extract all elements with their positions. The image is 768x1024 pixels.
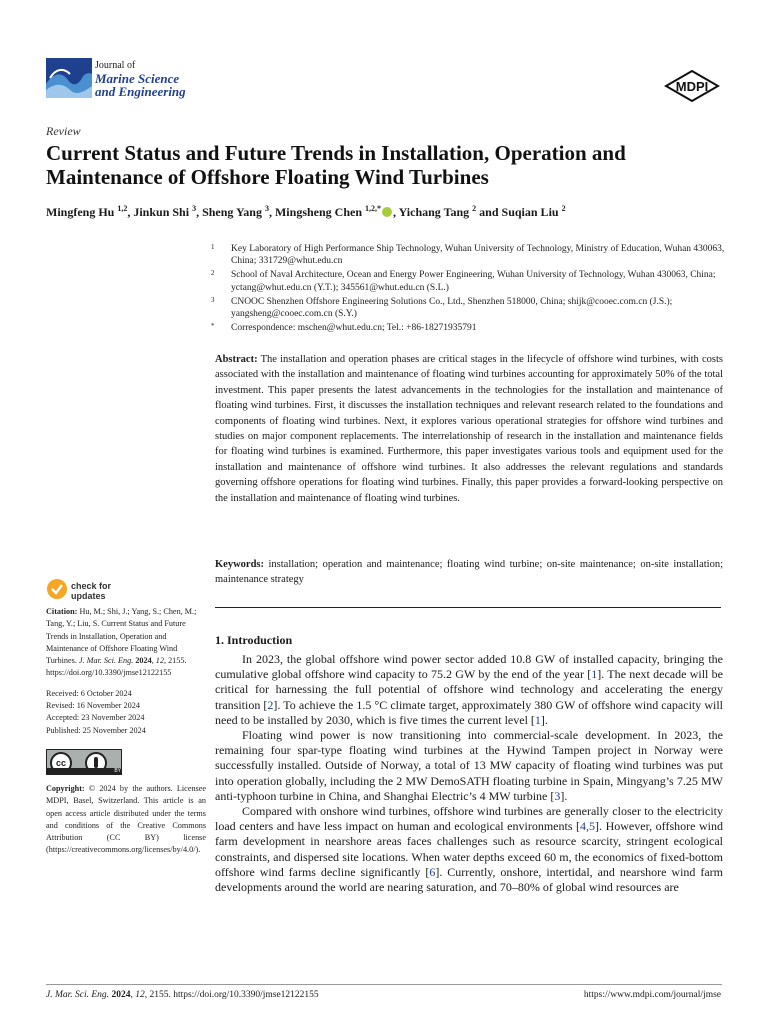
copyright-text: © 2024 by the authors. Licensee MDPI, Basel, Switzerland. This article is an open access article distributed under the terms and conditions of the Creative Commons Attribution (CC BY) license (https://creativecommons.org/licenses/by/4.0/). — [46, 783, 206, 855]
author-affiliation-marker: 2 — [472, 204, 477, 213]
author-separator: , — [268, 205, 275, 219]
citation-volume: 12 — [155, 656, 164, 666]
affiliation-number: 3 — [211, 295, 215, 304]
date-revised: Revised: 16 November 2024 — [46, 701, 140, 711]
affiliations — [211, 243, 731, 336]
check-updates-icon — [46, 578, 68, 600]
by-label: BY — [47, 768, 121, 774]
journal-name-line1: Journal of — [95, 60, 136, 71]
reference-link[interactable]: 2 — [267, 697, 274, 712]
reference-link[interactable]: 3 — [554, 788, 561, 803]
date-received: Received: 6 October 2024 — [46, 688, 132, 698]
footer-doi[interactable]: , 2155. https://doi.org/10.3390/jmse12122155 — [144, 990, 319, 1000]
author-name: Mingfeng Hu — [46, 205, 118, 219]
author-affiliation-marker: 1,2 — [117, 204, 128, 213]
affiliation-number: 2 — [211, 269, 215, 278]
citation-text: Hu, M.; Shi, J.; Yang, S.; Chen, M.; Tang, Y.; Liu, S. Current Status and Future Trends in Installation, Operation and Maintenance of Offshore Floating Wind Turbines. — [46, 607, 197, 666]
article-title: Current Status and Future Trends in Installation, Operation and Maintenance of Offshore Floating Wind Turbines — [46, 141, 626, 189]
abstract-text: The installation and operation phases are critical stages in the lifecycle of offshore wind turbines, with costs associated with the installation and maintenance of floating wind turbines accounting for approximately 50% of the total investment. This paper presents the latest advancements in the technologies for the installation and maintenance of floating wind turbines. First, it discusses the installation techniques and relevant research related to the foundations and components of floating wind turbines. Next, it explores various operational strategies for offshore wind turbines and studies on major component replacements. The interrelationship of research in the installation and maintenance fields for floating wind turbines is examined. Furthermore, this paper investigates various tools and equipment used for the installation and maintenance of offshore wind turbines. It also addresses the relevant regulations and standards governing offshore operations for floating wind turbines. Finally, this paper provides a forward-looking perspective on the installation and maintenance of floating wind turbines. — [215, 354, 723, 504]
body-text-run: ]. — [540, 712, 548, 727]
author-separator: , — [196, 205, 203, 219]
author-separator: , — [127, 205, 134, 219]
footer-citation: J. Mar. Sci. Eng. 2024, 12, 2155. https://doi.org/10.3390/jmse12122155 — [46, 990, 319, 1000]
date-published: Published: 25 November 2024 — [46, 725, 146, 735]
affiliation-item — [211, 243, 731, 268]
reference-link[interactable]: 1 — [534, 712, 541, 727]
keywords-text: installation; operation and maintenance; floating wind turbine; on-site maintenance; on-site installation; maintenance strategy — [215, 559, 723, 586]
body-text-run: ]. However, offshore wind farm development in nearshore areas faces challenges such as resource scarcity, stringent ecological constraints, and dispersed site locations. When water depths exceed 60 m, the economics of fixed-bottom offshore wind farms decline significantly [ — [215, 819, 723, 879]
reference-link[interactable]: 1 — [591, 667, 598, 682]
citation-label: Citation: — [46, 607, 78, 616]
body-text-run: ]. — [560, 788, 568, 803]
orcid-icon[interactable] — [382, 207, 392, 217]
body-paragraph — [215, 804, 723, 895]
footer-year: 2024 — [111, 990, 131, 1000]
journal-name — [95, 60, 186, 98]
body-text-run: Floating wind power is now transitioning into commercial-scale development. In 2023, the remaining four spar-type floating wind turbines at the Hywind Tampen project in Norway were successfully installed. Outside of Norway, a total of 13 MW capacity of floating wind turbines was put into operation globally, including the 2 MW DemoSATH floating turbine in Spain, Mingyang’s 7.25 MW anti-typhoon turbine in China, and Shanghai Electric’s 4 MW turbine [ — [215, 728, 723, 803]
copyright-label: Copyright: — [46, 783, 85, 793]
affiliation-number: 1 — [211, 243, 215, 251]
article-sidebar — [46, 606, 206, 857]
author-list — [46, 204, 736, 220]
affiliation-item — [211, 296, 731, 321]
keywords-label: Keywords: — [215, 559, 264, 570]
date-accepted: Accepted: 23 November 2024 — [46, 713, 145, 723]
section-divider — [215, 607, 721, 608]
body-text — [215, 652, 723, 895]
journal-name-line3: and Engineering — [95, 84, 186, 99]
author-affiliation-marker: 3 — [264, 204, 269, 213]
affiliation-text: CNOOC Shenzhen Offshore Engineering Solutions Co., Ltd., Shenzhen 518000, China; shijk@cooec.com.cn (J.S.); yangsheng@cooec.com.cn (S.Y.) — [231, 296, 673, 320]
author-name: Mingsheng Chen — [274, 205, 366, 219]
body-text-run: In 2023, the global offshore wind power sector added 10.8 GW of installed capacity, bringing the cumulative global offshore wind capacity to 75.2 GW by the end of the year [ — [215, 652, 723, 682]
abstract-label: Abstract: — [215, 354, 258, 365]
affiliation-item — [211, 322, 731, 334]
author-separator: , — [393, 205, 399, 219]
keywords — [215, 557, 723, 588]
author-name: Jinkun Shi — [133, 205, 193, 219]
author-affiliation-marker: 2 — [561, 204, 566, 213]
publication-dates — [46, 688, 206, 737]
author-affiliation-marker: 1,2,* — [365, 204, 382, 213]
body-paragraph — [215, 728, 723, 804]
footer-journal-url[interactable]: https://www.mdpi.com/journal/jmse — [583, 990, 721, 1000]
citation-journal: J. Mar. Sci. Eng. — [78, 656, 134, 666]
footer-volume: 12 — [135, 990, 145, 1000]
body-paragraph — [215, 652, 723, 728]
body-text-run: ]. The next decade will be critical for harnessing the full potential of offshore wind technology and accelerating the energy transition [ — [215, 667, 723, 712]
footer-divider — [46, 984, 722, 985]
journal-name-line2: Marine Science — [95, 71, 180, 86]
check-for-updates-button[interactable] — [46, 578, 156, 604]
check-updates-line1: check for — [71, 581, 112, 591]
section-heading: 1. Introduction — [215, 633, 293, 647]
footer-journal: J. Mar. Sci. Eng. — [46, 990, 110, 1000]
reference-link[interactable]: 6 — [429, 864, 436, 879]
reference-link[interactable]: 4,5 — [580, 819, 596, 834]
body-text-run: ]. To achieve the 1.5 °C climate target, approximately 380 GW of offshore wind capacity will need to be installed by 2030, which is five times the current level [ — [215, 697, 724, 727]
citation: Citation: Hu, M.; Shi, J.; Yang, S.; Chen, M.; Tang, Y.; Liu, S. Current Status and Future Trends in Installation, Operation and Maintenance of Offshore Floating Wind Turbines. J. Mar. Sci. Eng. 2024, 12, 2155. https://doi.org/10.3390/jmse12122155 — [46, 607, 197, 678]
author-name: Yichang Tang — [398, 205, 473, 219]
body-text-run: Compared with onshore wind turbines, offshore wind turbines are generally closer to the electricity load centers and have less impact on human and ecological environments [ — [215, 804, 723, 834]
body-text-run: ]. Currently, onshore, intertidal, and nearshore wind farm developments around the world are nearing saturation, and 70–80% of global wind resources are — [215, 864, 723, 895]
journal-logo-icon — [46, 58, 92, 98]
publisher-logo-text: MDPI — [675, 79, 709, 94]
cc-icon: cc — [50, 752, 72, 774]
affiliation-text: Correspondence: mschen@whut.edu.cn; Tel.: +86-18271935791 — [231, 323, 477, 334]
citation-year: 2024 — [135, 656, 152, 666]
cc-by-license-badge[interactable] — [46, 749, 122, 775]
author-separator: and — [476, 205, 502, 219]
affiliation-text: Key Laboratory of High Performance Ship Technology, Wuhan University of Technology, Ministry of Education, Wuhan 430063, China; 331729@whut.edu.cn — [231, 244, 725, 267]
affiliation-text: School of Naval Architecture, Ocean and Energy Power Engineering, Wuhan University of Technology, Wuhan 430063, China; yctang@whut.edu.cn (Y.T.); 345561@whut.edu.cn (S.L.) — [231, 270, 716, 293]
affiliation-item — [211, 269, 731, 294]
author-name: Suqian Liu — [501, 205, 562, 219]
check-updates-line2: updates — [71, 591, 106, 601]
copyright-notice — [46, 783, 206, 857]
citation-doi[interactable]: , 2155. https://doi.org/10.3390/jmse12122155 — [46, 656, 187, 678]
author-name: Sheng Yang — [202, 205, 265, 219]
mdpi-logo-icon — [664, 70, 720, 102]
author-affiliation-marker: 3 — [192, 204, 197, 213]
abstract — [215, 352, 723, 506]
affiliation-number: * — [211, 322, 215, 331]
article-type: Review — [46, 124, 81, 138]
check-updates-label — [71, 581, 111, 601]
